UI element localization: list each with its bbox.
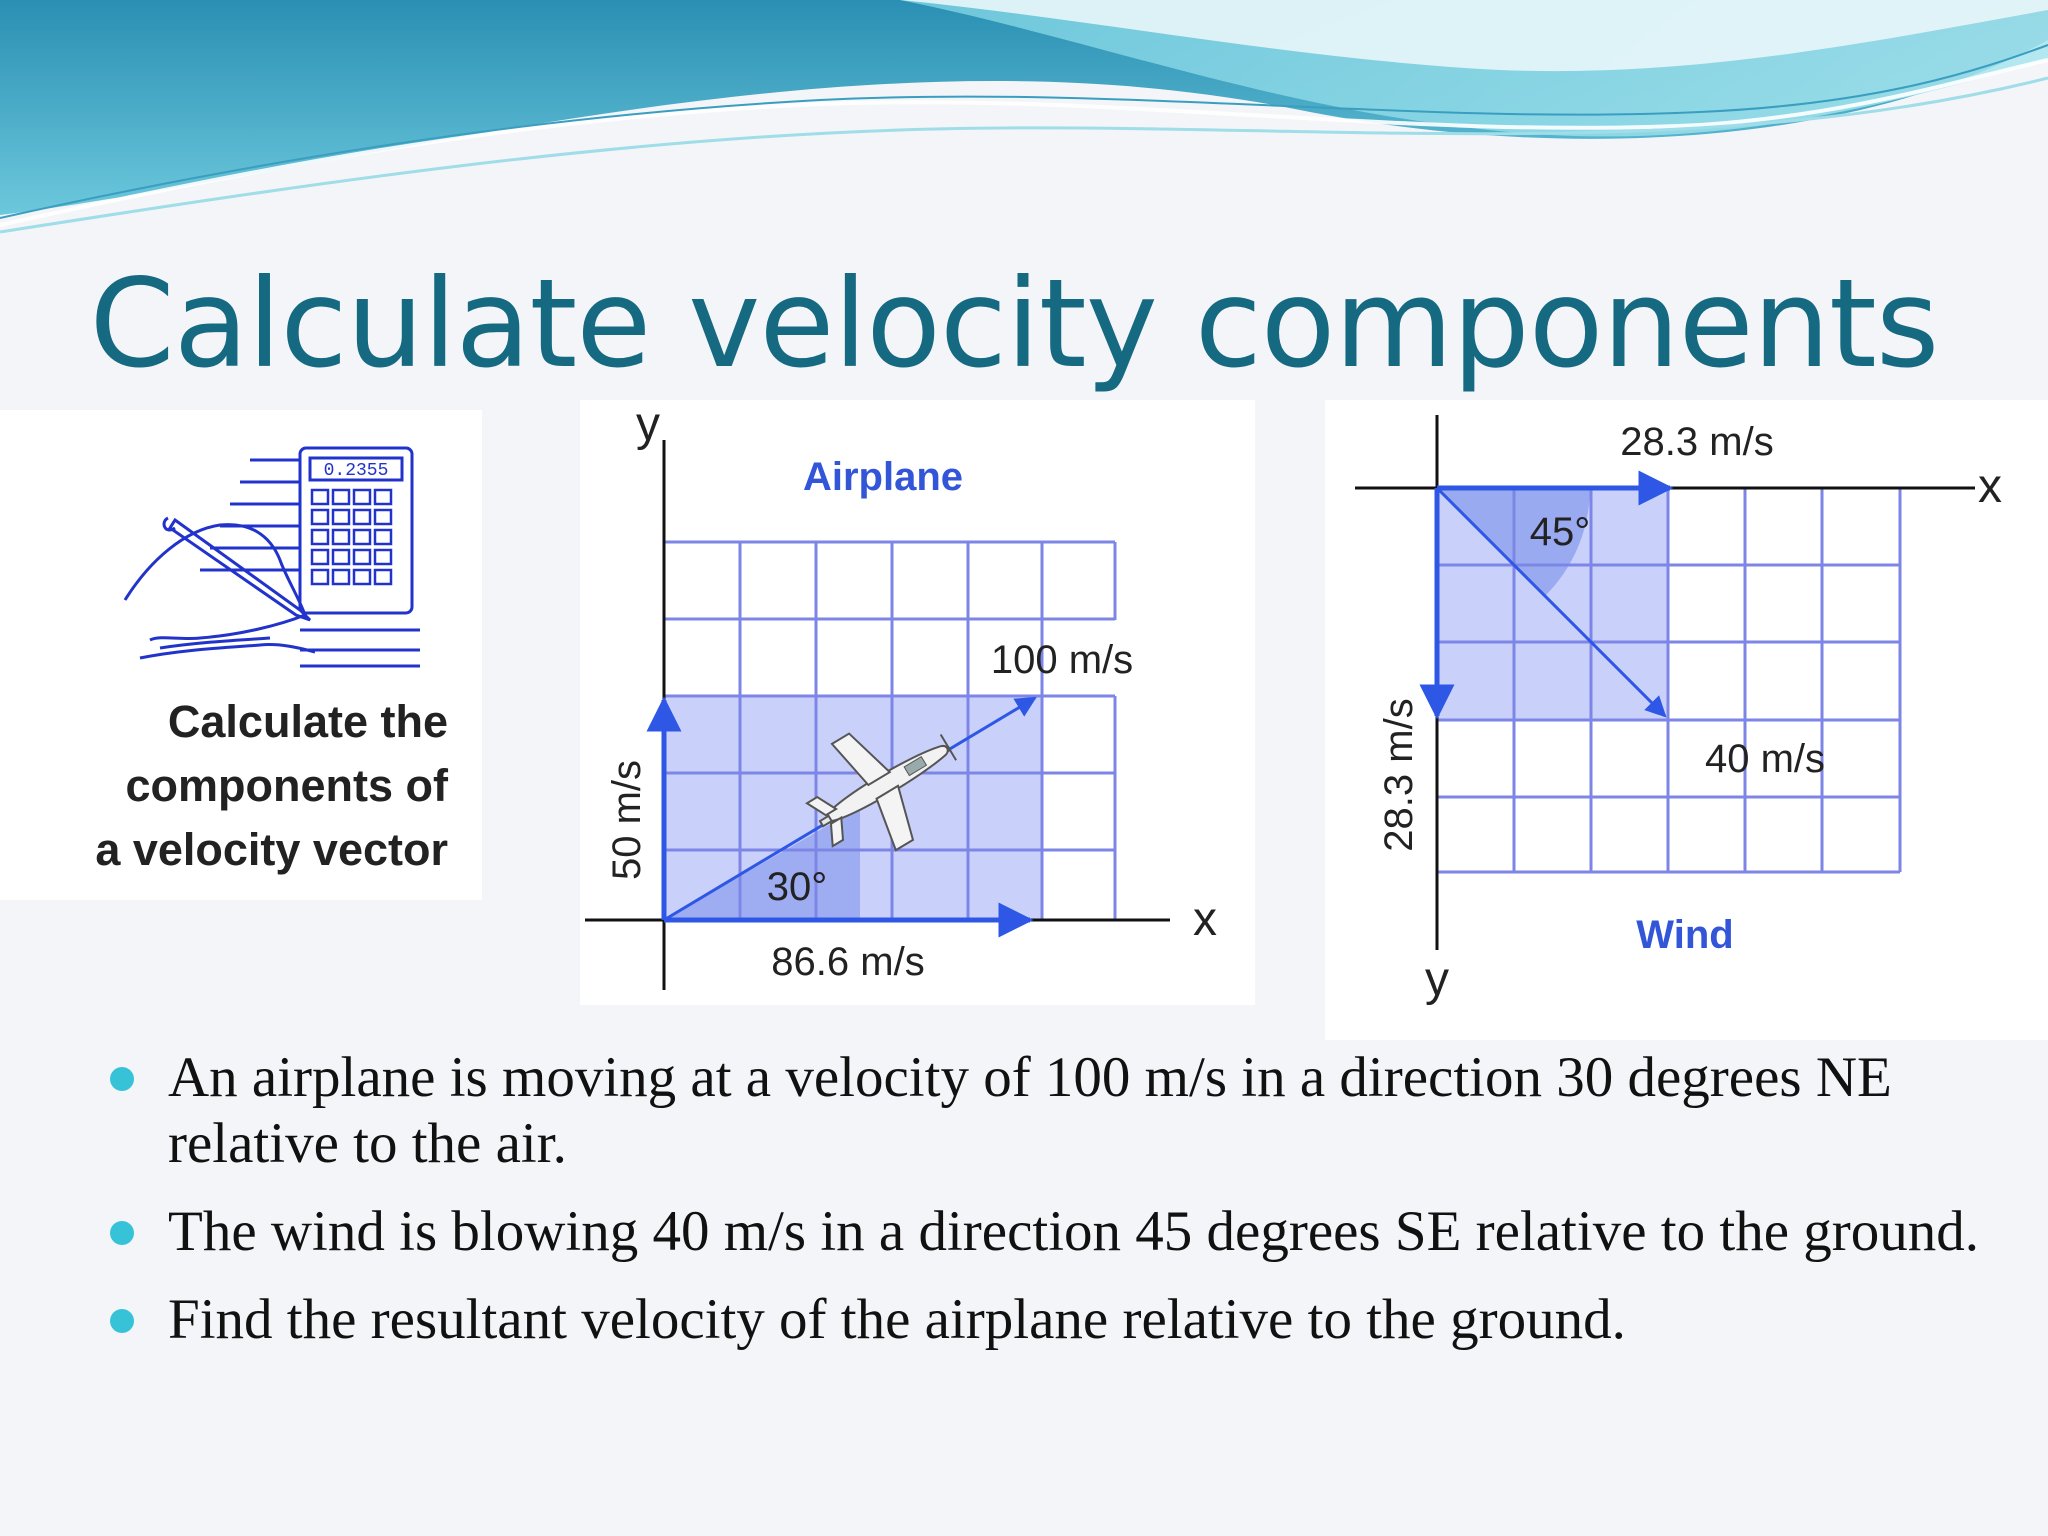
calculator-caption-line-2: components of — [125, 760, 448, 811]
airplane-vertical-component-label: 50 m/s — [605, 759, 649, 881]
bullet-item — [110, 1287, 1990, 1353]
wind-diagram — [1325, 400, 2048, 1040]
wind-y-axis-label: y — [1425, 953, 1449, 1006]
airplane-velocity-label: 100 m/s — [990, 638, 1134, 682]
header-wave-decoration — [0, 0, 2048, 240]
slide-title — [0, 252, 2048, 397]
calculator-caption-line-3: a velocity vector — [95, 824, 448, 875]
slide-title-text: Calculate velocity components — [89, 253, 1939, 395]
calculator-hand-icon — [0, 410, 482, 680]
wind-velocity-label: 40 m/s — [1704, 737, 1826, 781]
calculator-display-text: 0.2355 — [323, 461, 389, 481]
bullet-text: Find the resultant velocity of the airplane relative to the ground. — [168, 1288, 1626, 1351]
airplane-diagram — [580, 400, 1255, 1005]
wind-x-axis-label: x — [1978, 460, 2002, 513]
bullet-list — [110, 1045, 1990, 1375]
bullet-text: The wind is blowing 40 m/s in a direction 45 degrees SE relative to the ground. — [168, 1200, 1979, 1263]
airplane-x-axis-label: x — [1193, 893, 1217, 946]
wind-vertical-component-label: 28.3 m/s — [1377, 698, 1421, 852]
wind-diagram-title: Wind — [1636, 913, 1734, 957]
bullet-item — [110, 1199, 1990, 1265]
wind-horizontal-component-label: 28.3 m/s — [1620, 420, 1774, 464]
bullet-dot-icon — [110, 1221, 134, 1245]
bullet-dot-icon — [110, 1067, 134, 1091]
bullet-dot-icon — [110, 1309, 134, 1333]
calculator-caption — [10, 690, 448, 882]
calculator-card — [0, 410, 482, 900]
calculator-caption-line-1: Calculate the — [167, 696, 448, 747]
airplane-y-axis-label: y — [636, 400, 660, 451]
airplane-angle-label: 30° — [766, 865, 828, 909]
airplane-diagram-title: Airplane — [802, 455, 964, 499]
bullet-item — [110, 1045, 1990, 1177]
airplane-horizontal-component-label: 86.6 m/s — [771, 940, 925, 984]
wind-angle-label: 45° — [1529, 510, 1591, 554]
bullet-text: An airplane is moving at a velocity of 100 m/s in a direction 30 degrees NE relative to the air. — [168, 1046, 1892, 1175]
